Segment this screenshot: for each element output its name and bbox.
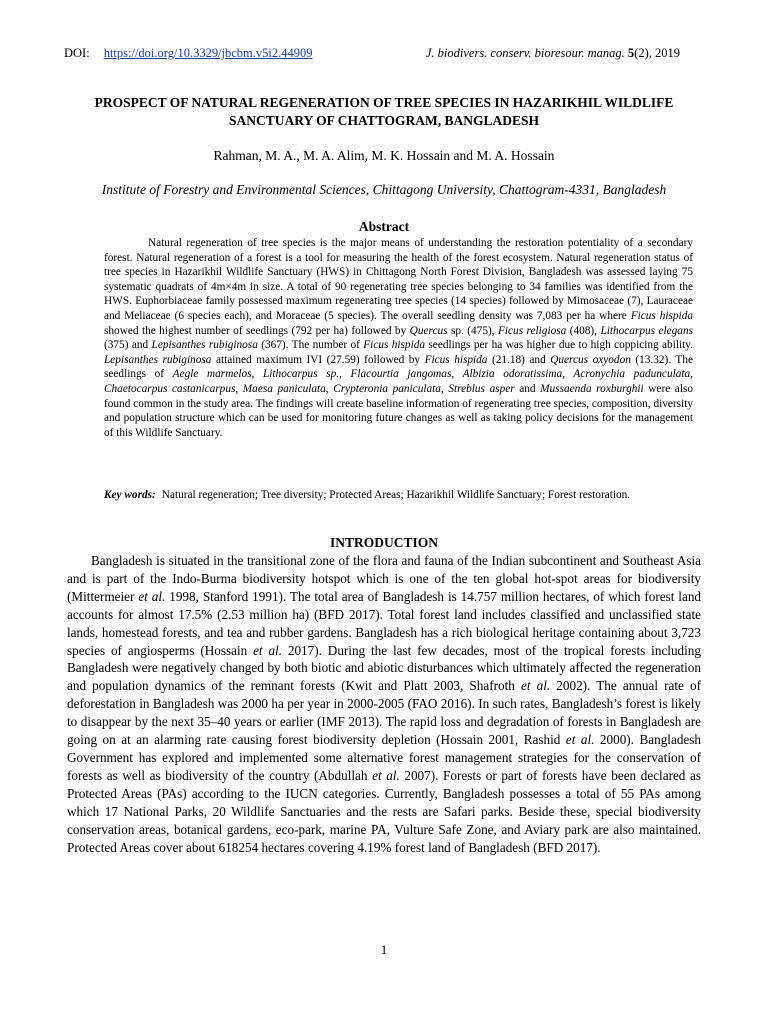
- doi-link[interactable]: https://doi.org/10.3329/jbcbm.v5i2.44909: [103, 46, 313, 60]
- author-list: Rahman, M. A., M. A. Alim, M. K. Hossain and M. A. Hossain: [213, 148, 555, 163]
- introduction-heading: INTRODUCTION: [329, 535, 438, 550]
- abstract-heading: Abstract: [358, 219, 410, 234]
- introduction-body: Bangladesh is situated in the transitional zone of the flora and fauna of the Indian subcontinent and Southeast Asia and is part of the Indo-Burma biodiversity hotspot which is one of the ten global hot-spot areas for biodiversity (Mittermeier et al. 1998, Stanford 1991). The total area of Bangladesh is 14.757 million hectares, of which forest land accounts for almost 17.5% (2.53 million ha) (BFD 2017). Total forest land includes classified and unclassified state lands, homestead forests, and tea and rubber gardens. Bangladesh has a rich biological heritage containing about 3,723 species of angiosperms (Hossain et al. 2017). During the last few decades, most of the tropical forests including Bangladesh were negatively changed by both biotic and abiotic disturbances which ultimately affected the regeneration and population dynamics of the remnant forests (Kwit and Platt 2003, Shafroth et al. 2002). The annual rate of deforestation in Bangladesh was 2000 ha per year in 2000-2005 (FAO 2016). In such rates, Bangladesh’s forest is likely to disappear by the next 35–40 years or earlier (IMF 2013). The rapid loss and degradation of forests in Bangladesh are going on at an alarming rate causing forest biodiversity depletion (Hossain 2001, Rashid et al. 2000). Bangladesh Government has explored and implemented some alternative forest management strategies for the conservation of forests as well as biodiversity of the country (Abdullah et al. 2007). Forests or part of forests have been declared as Protected Areas (PAs) according to the IUCN categories. Currently, Bangladesh possesses a total of 55 PAs among which 17 National Parks, 20 Wildlife Sanctuaries and the rests are Safari parks. Beside these, special biodiversity conservation areas, botanical gardens, eco-park, marine PA, Vulture Safe Zone, and Aviary park are also maintained. Protected Areas cover about 618254 hectares covering 4.19% forest land of Bangladesh (BFD 2017).: [67, 553, 702, 855]
- et-al: et al.: [372, 767, 400, 783]
- species-name: Ficus hispida: [424, 353, 488, 366]
- species-name: Quercus oxyodon: [550, 353, 631, 366]
- et-al: et al.: [520, 678, 551, 694]
- affiliation: Institute of Forestry and Environmental Sciences, Chittagong University, Chattogram-4331, Bangladesh: [101, 182, 667, 197]
- doi-line: [64, 46, 313, 61]
- species-name: Aegle marmelos, Lithocarpus sp., Flacourtia jangomas, Albizia odoratissima, Acronychia padunculata: [172, 368, 691, 381]
- species-name: Lithocarpus elegans: [600, 324, 693, 337]
- species-name: Ficus hispida: [630, 309, 693, 322]
- keywords-block: [104, 488, 693, 503]
- abstract-body: Natural regeneration of tree species is the major means of understanding the restoration potentiality of a secondary forest. Natural regeneration of a forest is a tool for measuring the health of the forest ecosystem. Natural regeneration status of tree species in Hazarikhil Wildlife Sanctuary (HWS) in Chittagong North Forest Division, Bangladesh was assessed laying 75 systematic quadrats of 4m×4m in size. A total of 90 regenerating tree species belonging to 34 families was identified from the HWS. Euphorbiaceae family possessed maximum regenerating tree species (14 species) followed by Mimosaceae (7), Lauraceae and Meliaceae (6 species each), and Moraceae (5 species). The overall seedling density was 7,083 per ha where Ficus hispida showed the highest number of seedlings (792 per ha) followed by Quercus sp. (475), Ficus religiosa (408), Lithocarpus elegans (375) and Lepisanthes rubiginosa (367). The number of Ficus hispida seedlings per ha was higher due to high coppicing ability. Lepisanthes rubiginosa attained maximum IVI (27.59) followed by Ficus hispida (21.18) and Quercus oxyodon (13.32). The seedlings of Aegle marmelos, Lithocarpus sp., Flacourtia jangomas, Albizia odoratissima, Acronychia padunculata, Chaetocarpus castanicarpus, Maesa paniculata, Crypteronia paniculata, Streblus asper and Mussaenda roxburghii were also found common in the study area. The findings will create baseline information of regenerating tree species, composition, diversity and population structure which can be used for monitoring future changes as well as taking policy decisions for the management of this Wildlife Sanctuary.: [104, 237, 694, 439]
- doi-label: DOI:: [64, 46, 90, 60]
- journal-citation: [426, 46, 680, 61]
- journal-volume: 5: [627, 46, 635, 60]
- species-name: Ficus hispida: [363, 339, 426, 352]
- species-name: Lepisanthes rubiginosa: [104, 353, 212, 366]
- et-al: et al.: [253, 642, 282, 658]
- paper-title: PROSPECT OF NATURAL REGENERATION OF TREE SPECIES IN HAZARIKHIL WILDLIFE SANCTUARY OF CHATTOGRAM, BANGLADESH: [94, 95, 674, 128]
- page-header: [64, 46, 680, 61]
- journal-issue-year: (2), 2019: [634, 46, 680, 60]
- et-al: et al.: [565, 732, 595, 748]
- species-name: Lepisanthes rubiginosa: [151, 339, 258, 352]
- et-al: et al: [138, 588, 163, 604]
- keywords-label: Key words:: [104, 489, 156, 501]
- species-name: Quercus: [409, 324, 448, 337]
- keywords-text: Natural regeneration; Tree diversity; Protected Areas; Hazarikhil Wildlife Sanctuary; Forest restoration.: [161, 489, 631, 501]
- page-number: 1: [380, 942, 388, 957]
- species-name: Ficus religiosa: [498, 324, 567, 337]
- journal-name: J. biodivers. conserv. bioresour. manag.: [425, 46, 625, 60]
- species-name: Mussaenda roxburghii: [540, 382, 644, 395]
- species-name: Chaetocarpus castanicarpus, Maesa paniculata, Crypteronia paniculata, Streblus asper: [104, 382, 515, 395]
